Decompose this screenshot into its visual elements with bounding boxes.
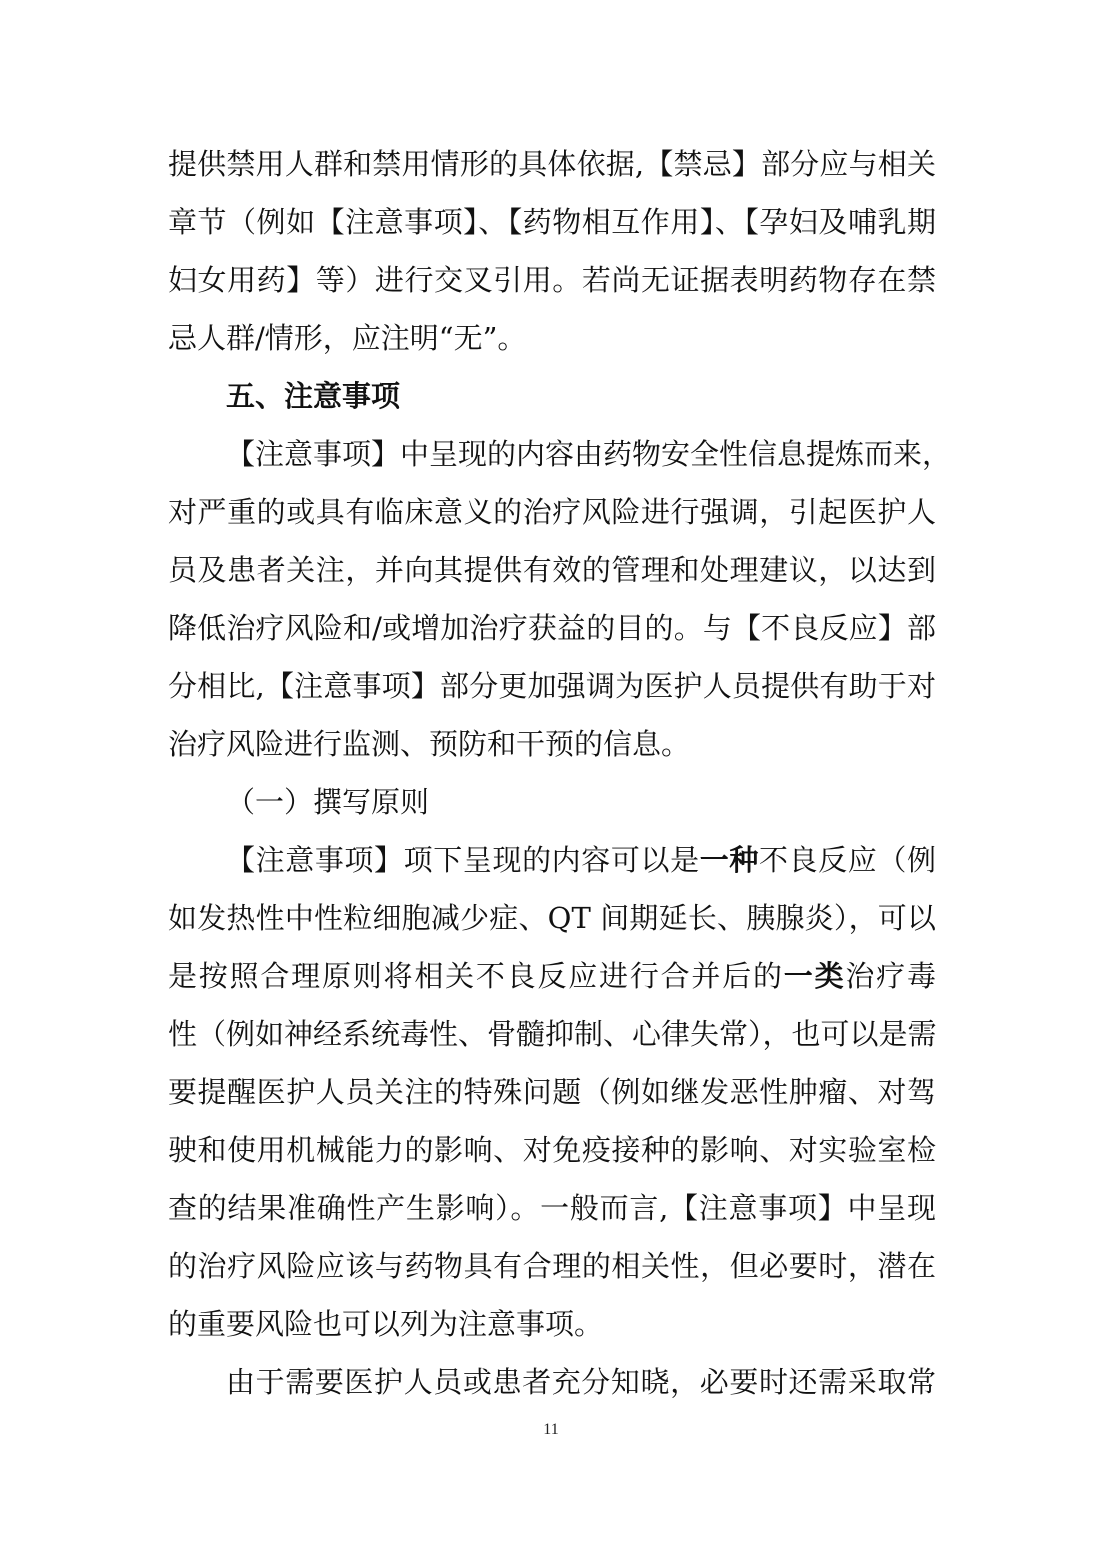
text-line [168, 831, 936, 889]
text-line: 由于需要医护人员或患者充分知晓，必要时还需采取常 [226, 1365, 936, 1399]
text-line: 降低治疗风险和/或增加治疗获益的目的。与【不良反应】部 [168, 611, 936, 645]
text-line: 忌人群/情形，应注明“无”。 [168, 321, 527, 355]
text-line: 治疗风险进行监测、预防和干预的信息。 [168, 727, 691, 761]
text-segment: 不良反应（例 [758, 843, 936, 877]
text-line: 的治疗风险应该与药物具有合理的相关性，但必要时，潜在 [168, 1249, 936, 1283]
text-line: 的重要风险也可以列为注意事项。 [168, 1307, 604, 1341]
text-segment: 治疗毒 [845, 959, 936, 993]
text-line: 分相比,【注意事项】部分更加强调为医护人员提供有助于对 [168, 669, 936, 703]
text-line: 要提醒医护人员关注的特殊问题（例如继发恶性肿瘤、对驾 [168, 1075, 936, 1109]
text-line: 妇女用药】等）进行交叉引用。若尚无证据表明药物存在禁 [168, 263, 936, 297]
text-line: 提供禁用人群和禁用情形的具体依据,【禁忌】部分应与相关 [168, 147, 936, 181]
text-line: 查的结果准确性产生影响）。一般而言,【注意事项】中呈现 [168, 1191, 936, 1225]
subsection-heading: （一）撰写原则 [226, 785, 430, 819]
text-line: 性（例如神经系统毒性、骨髓抑制、心律失常），也可以是需 [168, 1017, 937, 1051]
text-line: 对严重的或具有临床意义的治疗风险进行强调，引起医护人 [168, 495, 936, 529]
emphasis-text: 一类 [783, 959, 846, 993]
text-segment: 是按照合理原则将相关不良反应进行合并后的 [168, 959, 784, 993]
page-number: 11 [543, 1421, 559, 1438]
text-line: 如发热性中性粒细胞减少症、QT 间期延长、胰腺炎），可以 [168, 901, 936, 935]
text-line [168, 947, 936, 1005]
body-text [168, 135, 952, 1411]
section-heading: 五、注意事项 [226, 379, 401, 413]
text-line: 【注意事项】中呈现的内容由药物安全性信息提炼而来， [226, 437, 952, 471]
emphasis-text: 一种 [699, 843, 759, 877]
text-line: 驶和使用机械能力的影响、对免疫接种的影响、对实验室检 [168, 1133, 936, 1167]
text-line: 章节（例如【注意事项】、【药物相互作用】、【孕妇及哺乳期 [168, 205, 936, 239]
text-line: 员及患者关注，并向其提供有效的管理和处理建议，以达到 [168, 553, 936, 587]
text-segment: 【注意事项】项下呈现的内容可以是 [226, 843, 700, 877]
